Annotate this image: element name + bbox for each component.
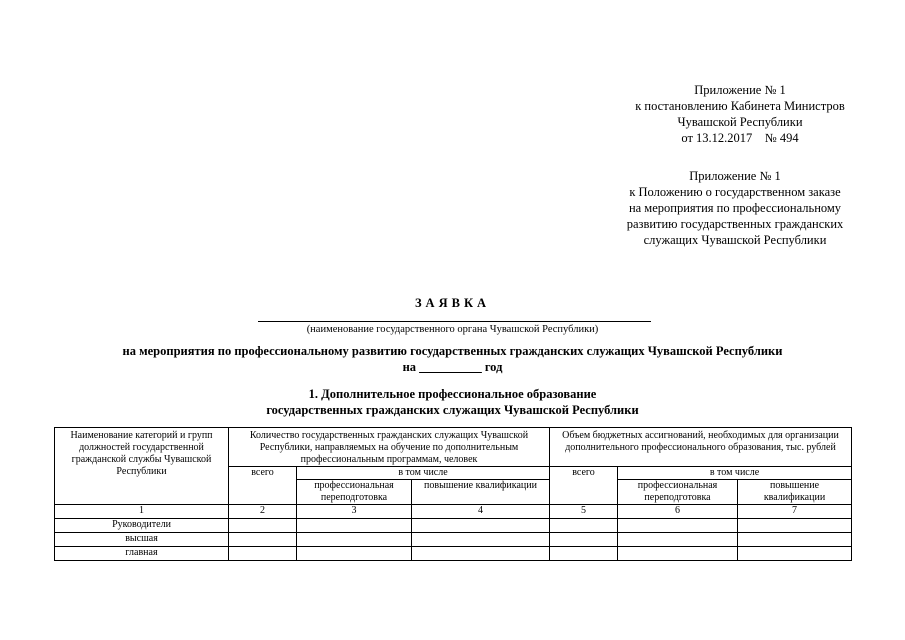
table-cell[interactable] [738, 519, 852, 533]
header-count-group: Количество государственных гражданских служащих Чувашской Республики, направляемых на обучение по дополнительным профессиональным программам, человек [229, 428, 550, 467]
row-label: главная [55, 547, 229, 561]
row-label: высшая [55, 533, 229, 547]
section-line1: 1. Дополнительное профессиональное образование [308, 387, 597, 401]
table-cell[interactable] [550, 519, 618, 533]
col-number: 4 [412, 505, 550, 519]
appendix2-line3: на мероприятия по профессиональному [628, 201, 842, 215]
table-row [55, 533, 852, 547]
table-cell[interactable] [229, 533, 297, 547]
col-number: 3 [297, 505, 412, 519]
header-budget-group: Объем бюджетных ассигнований, необходимых для организации дополнительного профессионального образования, тыс. рублей [550, 428, 852, 467]
appendix2-line4: развитию государственных гражданских [626, 217, 844, 231]
table-cell[interactable] [412, 547, 550, 561]
header-qualification-count: повышение квалификации [412, 480, 550, 505]
row-label: Руководители [55, 519, 229, 533]
table-cell[interactable] [297, 519, 412, 533]
year-prefix: на [402, 360, 417, 374]
table-row [55, 547, 852, 561]
org-caption: (наименование государственного органа Чувашской Республики) [306, 324, 599, 335]
header-retraining-budget: профессиональная переподготовка [618, 480, 738, 505]
header-including-budget: в том числе [618, 467, 852, 480]
appendix-block-1 [590, 82, 890, 146]
table-cell[interactable] [550, 547, 618, 561]
appendix1-line1: Приложение № 1 [694, 83, 786, 97]
appendix1-line4: от 13.12.2017 № 494 [681, 131, 799, 145]
table-cell[interactable] [229, 519, 297, 533]
col-number: 7 [738, 505, 852, 519]
subtitle [0, 343, 905, 375]
subtitle-year-line [0, 359, 905, 375]
year-blank: __________ [419, 360, 482, 374]
appendix2-line2: к Положению о государственном заказе [629, 185, 841, 199]
table-cell[interactable] [738, 547, 852, 561]
col-number: 6 [618, 505, 738, 519]
table-cell[interactable] [618, 533, 738, 547]
table-cell[interactable] [297, 533, 412, 547]
header-category: Наименование категорий и групп должностей государственной гражданской службы Чувашской Республики [55, 428, 229, 505]
table-cell[interactable] [412, 519, 550, 533]
request-table [54, 427, 852, 561]
appendix-block-2 [570, 168, 900, 248]
section-line2: государственных гражданских служащих Чувашской Республики [266, 403, 639, 417]
col-number: 1 [55, 505, 229, 519]
header-retraining-count: профессиональная переподготовка [297, 480, 412, 505]
table-cell[interactable] [297, 547, 412, 561]
col-number: 5 [550, 505, 618, 519]
col-number: 2 [229, 505, 297, 519]
document-title: ЗАЯВКА [414, 296, 491, 310]
table-cell[interactable] [618, 519, 738, 533]
year-suffix: год [484, 360, 503, 374]
appendix2-line5: служащих Чувашской Республики [643, 233, 827, 247]
table-cell[interactable] [550, 533, 618, 547]
column-numbers-row [55, 505, 852, 519]
table-row [55, 519, 852, 533]
header-qualification-budget: повышение квалификации [738, 480, 852, 505]
table-cell[interactable] [738, 533, 852, 547]
header-total-budget: всего [550, 467, 618, 505]
header-total-count: всего [229, 467, 297, 505]
subtitle-line1: на мероприятия по профессиональному развитию государственных гражданских служащих Чувашской Республики [122, 344, 783, 358]
table-cell[interactable] [412, 533, 550, 547]
appendix1-line3: Чувашской Республики [677, 115, 803, 129]
appendix2-line1: Приложение № 1 [689, 169, 781, 183]
table-cell[interactable] [229, 547, 297, 561]
table-cell[interactable] [618, 547, 738, 561]
appendix1-line2: к постановлению Кабинета Министров [635, 99, 845, 113]
org-name-blank-line [258, 321, 651, 322]
section-heading [0, 386, 905, 418]
header-including-count: в том числе [297, 467, 550, 480]
